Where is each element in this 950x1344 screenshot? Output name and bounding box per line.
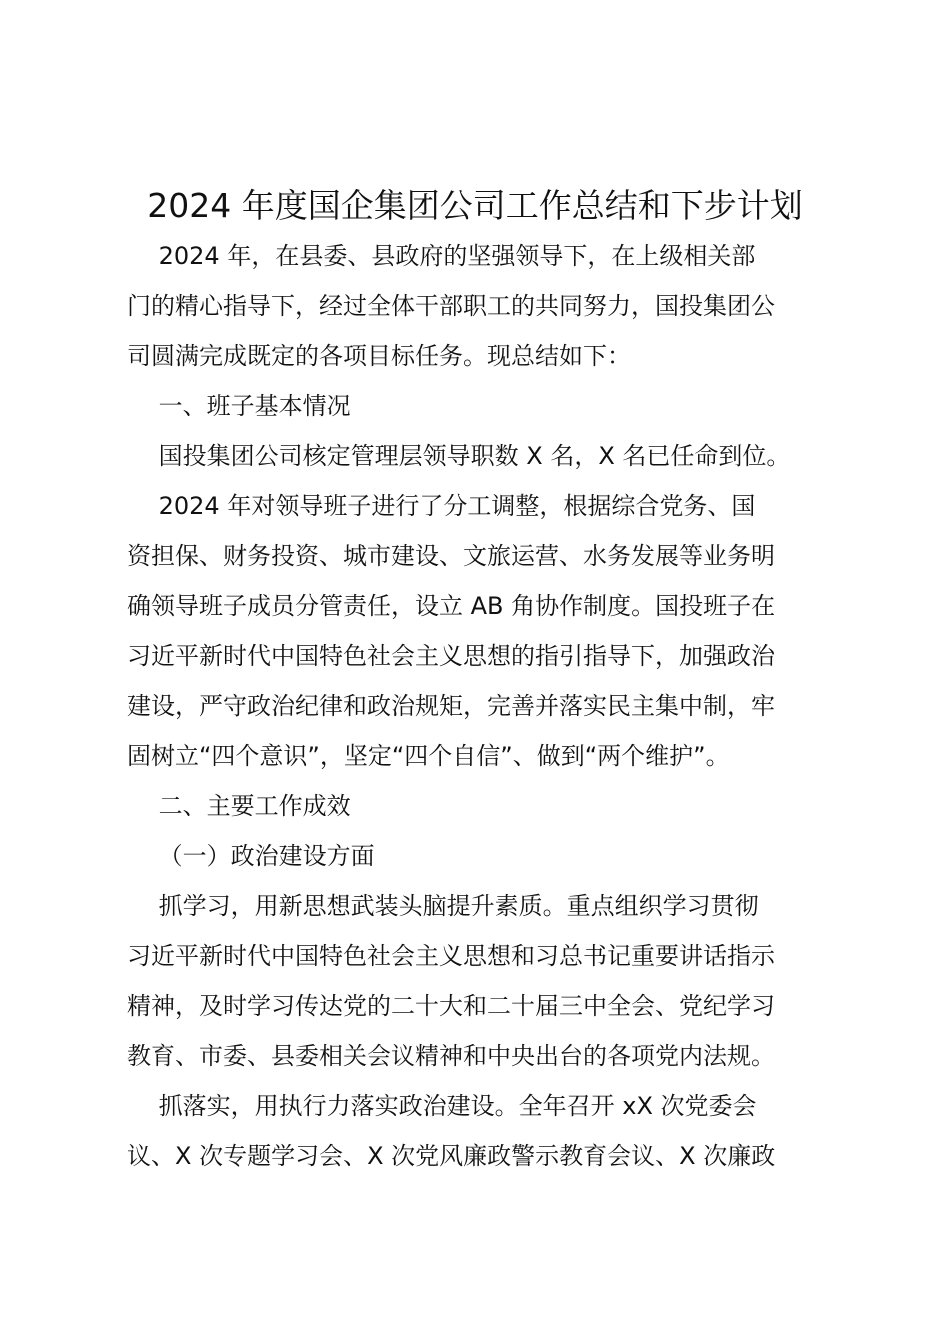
text-line: 抓学习，用新思想武装头脑提升素质。重点组织学习贯彻 — [127, 892, 759, 920]
text-line: 司圆满完成既定的各项目标任务。现总结如下： — [127, 342, 631, 370]
document-title: 2024 年度国企集团公司工作总结和下步计划 — [147, 186, 803, 225]
text-line: 国投集团公司核定管理层领导职数 X 名，X 名已任命到位。 — [127, 442, 791, 470]
text-line: 精神，及时学习传达党的二十大和二十届三中全会、党纪学习 — [127, 992, 775, 1020]
text-line: 资担保、财务投资、城市建设、文旅运营、水务发展等业务明 — [127, 542, 775, 570]
text-line: 抓落实，用执行力落实政治建设。全年召开 xX 次党委会 — [127, 1092, 757, 1120]
text-line: 议、X 次专题学习会、X 次党风廉政警示教育会议、X 次廉政 — [127, 1142, 776, 1170]
text-line: 习近平新时代中国特色社会主义思想和习总书记重要讲话指示 — [127, 942, 775, 970]
subsection-heading: （一）政治建设方面 — [127, 842, 375, 870]
text-line: 固树立“四个意识”，坚定“四个自信”、做到“两个维护”。 — [127, 742, 730, 770]
text-line: 门的精心指导下，经过全体干部职工的共同努力，国投集团公 — [127, 292, 775, 320]
text-line: 确领导班子成员分管责任，设立 AB 角协作制度。国投班子在 — [127, 592, 776, 620]
text-line: 习近平新时代中国特色社会主义思想的指引指导下，加强政治 — [127, 642, 775, 670]
text-line: 2024 年对领导班子进行了分工调整，根据综合党务、国 — [127, 492, 756, 520]
text-line: 2024 年，在县委、县政府的坚强领导下，在上级相关部 — [127, 242, 756, 270]
text-line: 建设，严守政治纪律和政治规矩，完善并落实民主集中制，牢 — [127, 692, 775, 720]
section-heading: 一、班子基本情况 — [127, 392, 351, 420]
text-line: 教育、市委、县委相关会议精神和中央出台的各项党内法规。 — [127, 1042, 775, 1070]
section-heading: 二、主要工作成效 — [127, 792, 351, 820]
